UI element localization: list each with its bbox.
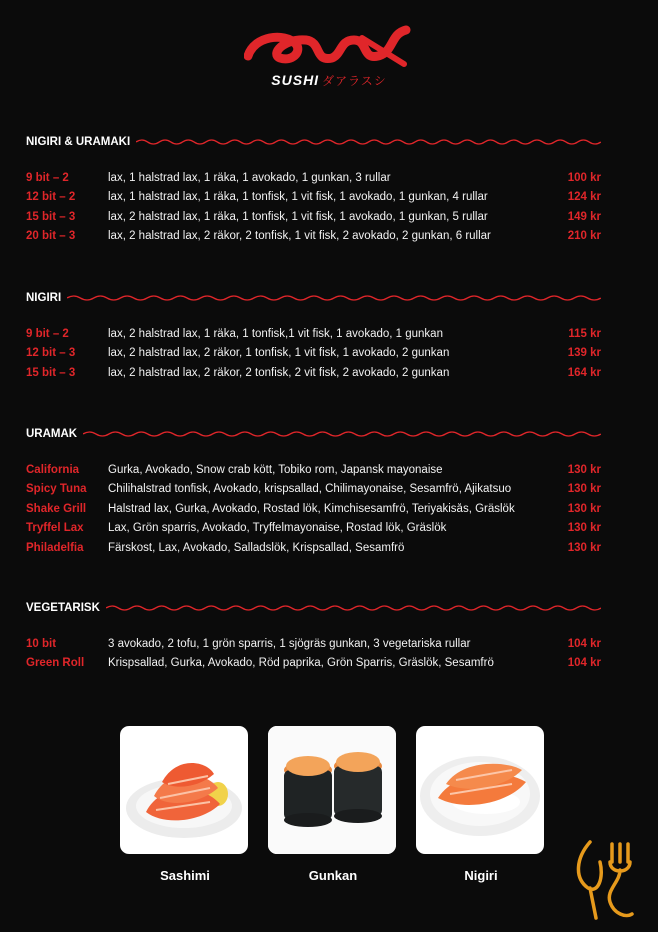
menu-row xyxy=(26,634,601,654)
menu-row xyxy=(26,363,601,383)
section-nigiri-uramaki xyxy=(26,134,601,246)
wavy-divider xyxy=(106,604,601,612)
item-name: Green Roll xyxy=(26,657,85,670)
menu-row xyxy=(26,499,601,519)
item-description: lax, 1 halstrad lax, 1 räka, 1 tonfisk, 1 vit fisk, 1 avokado, 1 gunkan, 4 rullar xyxy=(108,191,488,204)
item-description: lax, 2 halstrad lax, 2 räkor, 2 tonfisk, 2 vit fisk, 2 avokado, 2 gunkan xyxy=(108,366,450,379)
item-price: 130 kr xyxy=(567,522,601,535)
item-name: California xyxy=(26,463,80,476)
item-description: Färskost, Lax, Avokado, Salladslök, Krispsallad, Sesamfrö xyxy=(108,541,405,554)
section-title: VEGETARISK xyxy=(26,602,100,614)
item-price: 164 kr xyxy=(567,366,601,379)
item-price: 130 kr xyxy=(567,502,601,515)
item-price: 149 kr xyxy=(567,210,601,223)
section-vegetarisk xyxy=(26,600,601,673)
item-name: Spicy Tuna xyxy=(26,483,87,496)
item-description: Chilihalstrad tonfisk, Avokado, krispsallad, Chilimayonaise, Sesamfrö, Ajikatsuo xyxy=(108,483,512,496)
item-name: 12 bit – 2 xyxy=(26,191,76,204)
item-description: 3 avokado, 2 tofu, 1 grön sparris, 1 sjögräs gunkan, 3 vegetariska rullar xyxy=(108,637,471,650)
sashimi-photo-icon xyxy=(120,726,248,854)
brand-logo xyxy=(0,18,658,89)
item-price: 130 kr xyxy=(567,541,601,554)
photo-caption: Nigiri xyxy=(464,868,498,883)
item-price: 100 kr xyxy=(567,171,601,184)
photo-caption: Gunkan xyxy=(308,868,358,883)
item-name: 15 bit – 3 xyxy=(26,366,76,379)
item-price: 130 kr xyxy=(567,463,601,476)
item-name: Philadelfia xyxy=(26,541,84,554)
item-price: 115 kr xyxy=(568,327,601,340)
item-description: lax, 2 halstrad lax, 2 räkor, 2 tonfisk, 1 vit fisk, 2 avokado, 2 gunkan, 6 rullar xyxy=(108,230,491,243)
wavy-divider xyxy=(83,430,601,438)
item-name: 9 bit – 2 xyxy=(26,327,69,340)
item-name: 10 bit xyxy=(26,637,57,650)
menu-row xyxy=(26,188,601,208)
logo-subtitle xyxy=(0,72,658,89)
menu-row xyxy=(26,480,601,500)
item-price: 210 kr xyxy=(567,230,601,243)
section-nigiri xyxy=(26,290,601,383)
item-name: 20 bit – 3 xyxy=(26,230,76,243)
menu-row xyxy=(26,344,601,364)
item-description: lax, 1 halstrad lax, 1 räka, 1 avokado, 1 gunkan, 3 rullar xyxy=(108,171,391,184)
menu-row xyxy=(26,227,601,247)
item-price: 104 kr xyxy=(567,637,601,650)
section-title: NIGIRI & URAMAKI xyxy=(26,136,131,148)
photo-caption: Sashimi xyxy=(160,868,210,883)
photo-sashimi xyxy=(120,726,250,883)
photo-gunkan xyxy=(268,726,398,883)
item-description: lax, 2 halstrad lax, 1 räka, 1 tonfisk, 1 vit fisk, 1 avokado, 1 gunkan, 5 rullar xyxy=(108,210,488,223)
section-title: NIGIRI xyxy=(26,292,62,304)
section-uramak xyxy=(26,426,601,558)
item-description: Gurka, Avokado, Snow crab kött, Tobiko rom, Japansk mayonaise xyxy=(108,463,443,476)
item-name: 15 bit – 3 xyxy=(26,210,76,223)
nigiri-photo-icon xyxy=(416,726,544,854)
item-price: 130 kr xyxy=(567,483,601,496)
wavy-divider xyxy=(136,138,601,146)
item-price: 104 kr xyxy=(567,657,601,670)
item-description: Krispsallad, Gurka, Avokado, Röd paprika, Grön Sparris, Gräslök, Sesamfrö xyxy=(108,657,494,670)
item-description: Halstrad lax, Gurka, Avokado, Rostad lök, Kimchisesamfrö, Teriyakisås, Gräslök xyxy=(108,502,515,515)
menu-row xyxy=(26,207,601,227)
item-description: Lax, Grön sparris, Avokado, Tryffelmayonaise, Rostad lök, Gräslök xyxy=(108,522,447,535)
wavy-divider xyxy=(67,294,601,302)
section-title: URAMAK xyxy=(26,428,78,440)
menu-row xyxy=(26,168,601,188)
item-price: 139 kr xyxy=(567,347,601,360)
menu-row xyxy=(26,519,601,539)
dada-logo-icon xyxy=(244,18,414,70)
photo-nigiri xyxy=(416,726,546,883)
item-description: lax, 2 halstrad lax, 1 räka, 1 tonfisk,1 vit fisk, 1 avokado, 1 gunkan xyxy=(108,327,443,340)
menu-row xyxy=(26,538,601,558)
logo-sushi-text: SUSHI xyxy=(271,72,320,88)
menu-row xyxy=(26,324,601,344)
fork-knife-logo-icon xyxy=(570,838,642,927)
item-description: lax, 2 halstrad lax, 2 räkor, 1 tonfisk, 1 vit fisk, 1 avokado, 2 gunkan xyxy=(108,347,450,360)
menu-row xyxy=(26,654,601,674)
item-name: 12 bit – 3 xyxy=(26,347,76,360)
gunkan-photo-icon xyxy=(268,726,396,854)
item-name: Tryffel Lax xyxy=(26,522,84,535)
item-name: 9 bit – 2 xyxy=(26,171,69,184)
logo-japanese-text: ダアラスシ xyxy=(322,74,387,88)
item-price: 124 kr xyxy=(567,191,601,204)
photo-gallery xyxy=(120,726,564,883)
menu-row xyxy=(26,460,601,480)
item-name: Shake Grill xyxy=(26,502,87,515)
